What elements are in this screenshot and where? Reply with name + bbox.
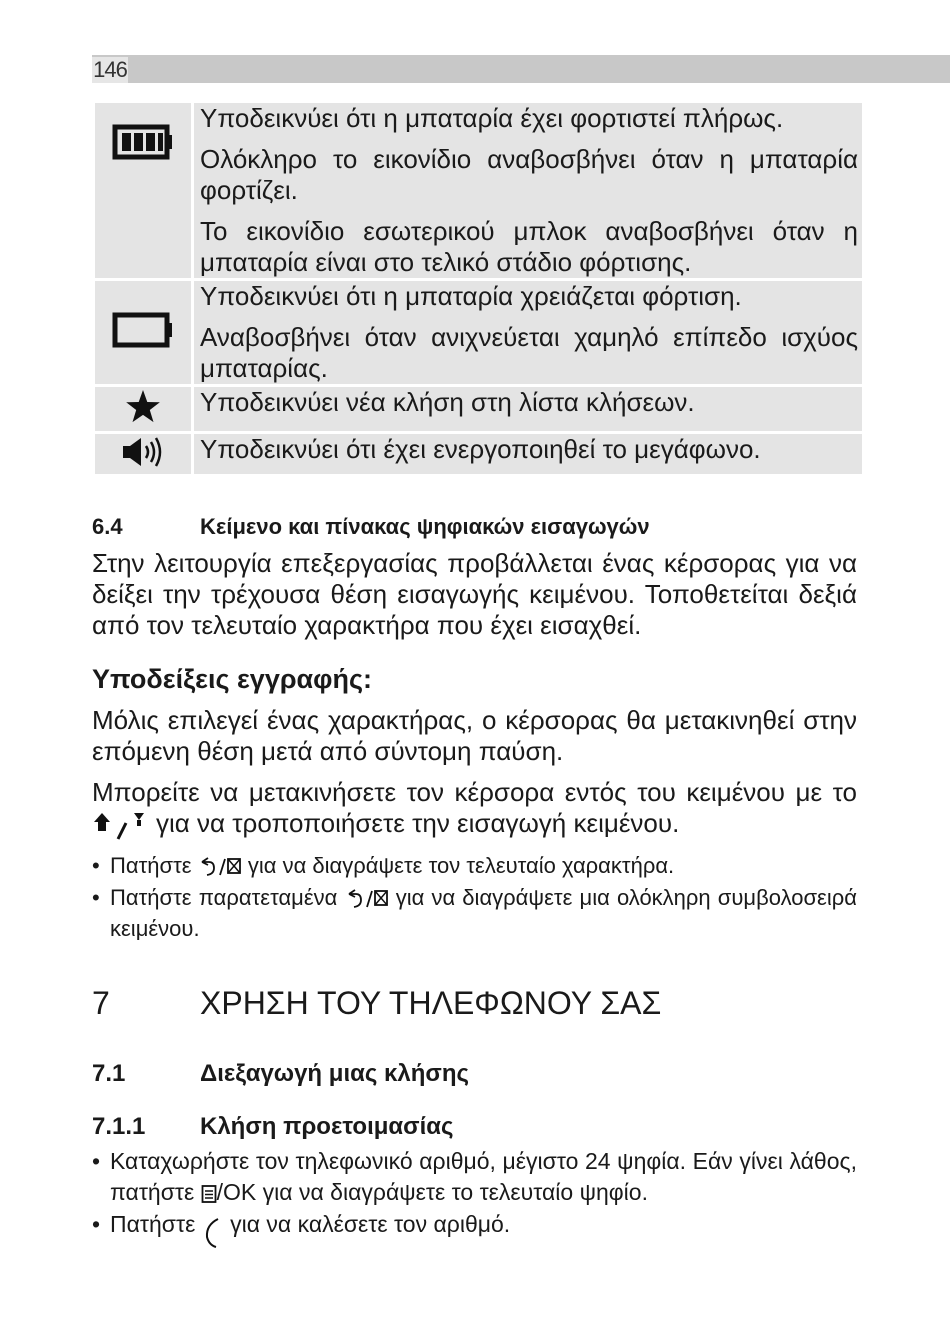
subsection-heading [92,1113,454,1141]
speaker-icon [121,436,165,468]
list-item-text: για να διαγράψετε μια ολόκληρη συμβολοσειρά κειμένου. [110,885,857,941]
status-icon-table [92,100,865,477]
call-key-icon [202,1215,224,1249]
navigation-keys-icon [92,809,156,841]
table-row [95,103,862,278]
section-title: Διεξαγωγή μιας κλήσης [200,1060,469,1087]
battery-empty-icon [112,310,174,350]
page-header-bar [92,55,950,83]
description-text: Υποδεικνύει ότι η μπαταρία χρειάζεται φόρτιση. [200,281,742,311]
ok-key-label: /OK [216,1179,257,1205]
icon-description [194,103,862,278]
icon-cell [95,103,191,278]
paragraph-text: για να τροποποιήσετε την εισαγωγή κειμένου. [156,808,680,838]
battery-full-icon [112,122,174,162]
page-number: 146 [93,57,127,82]
section-heading [92,514,650,540]
description-text: Υποδεικνύει ότι έχει ενεργοποιηθεί το μεγάφωνο. [200,434,761,464]
intro-paragraph: Στην λειτουργία επεξεργασίας προβάλλεται ένας κέρσορας για να δείξει την τρέχουσα θέση εισαγωγής κειμένου. Τοποθετείται δεξιά από τον τελευταίο χαρακτήρα που έχει εισαχθεί. [92,548,857,640]
list-item-text: Καταχωρήστε τον τηλεφωνικό αριθμό, μέγιστο 24 ψηφία. Εάν γίνει λάθος, πατήστε [110,1148,857,1205]
table-row [95,281,862,384]
icon-description [194,281,862,384]
subsection-title: Κλήση προετοιμασίας [200,1113,454,1140]
chapter-number: 7 [92,985,110,1021]
paragraph-text: Μπορείτε να μετακινήσετε τον κέρσορα εντός του κειμένου με το [92,777,857,807]
table-row [95,387,862,431]
icon-description [194,387,862,431]
back-delete-key-icon [198,856,242,878]
chapter-heading [92,985,661,1022]
chapter-title: ΧΡΗΣΗ ΤΟΥ ΤΗΛΕΦΩΝΟΥ ΣΑΣ [200,985,662,1021]
back-delete-key-icon [345,888,389,910]
list-item [92,1209,857,1249]
description-text: Το εικονίδιο εσωτερικού μπλοκ αναβοσβήνει όταν η μπαταρία είναι στο τελικό στάδιο φόρτισης. [200,216,858,277]
description-text: Ολόκληρο το εικονίδιο αναβοσβήνει όταν η μπαταρία φορτίζει. [200,144,858,205]
section-number: 6.4 [92,514,123,539]
icon-cell [95,387,191,431]
list-item-text: για να διαγράψετε τον τελευταίο χαρακτήρα. [247,853,675,878]
table-row [95,434,862,474]
list-item [92,850,857,881]
description-text: Υποδεικνύει ότι η μπαταρία έχει φορτιστεί πλήρως. [200,103,784,133]
star-icon [125,390,161,424]
list-item-text: Πατήστε [110,1211,196,1237]
list-item [92,1146,857,1208]
list-item-text: Πατήστε παρατεταμένα [110,885,338,910]
icon-cell [95,281,191,384]
icon-description [194,434,862,474]
menu-key-icon [201,1184,217,1204]
subheading: Υποδείξεις εγγραφής: [92,664,372,694]
section-heading [92,1060,469,1088]
list-item-text: Πατήστε [110,853,192,878]
icon-cell [95,434,191,474]
subsection-number: 7.1.1 [92,1113,146,1140]
list-item [92,882,857,944]
list-item-text: για να καλέσετε τον αριθμό. [230,1211,511,1237]
paragraph: Μόλις επιλεγεί ένας χαρακτήρας, ο κέρσορας θα μετακινηθεί στην επόμενη θέση μετά από σύντομη παύση. [92,705,857,766]
list-item-text: για να διαγράψετε το τελευταίο ψηφίο. [262,1179,648,1205]
section-title: Κείμενο και πίνακας ψηφιακών εισαγωγών [200,514,650,539]
description-text: Αναβοσβήνει όταν ανιχνεύεται χαμηλό επίπεδο ισχύος μπαταρίας. [200,322,858,383]
paragraph-with-keys [92,777,857,841]
section-number: 7.1 [92,1060,126,1087]
description-text: Υποδεικνύει νέα κλήση στη λίστα κλήσεων. [200,387,695,417]
